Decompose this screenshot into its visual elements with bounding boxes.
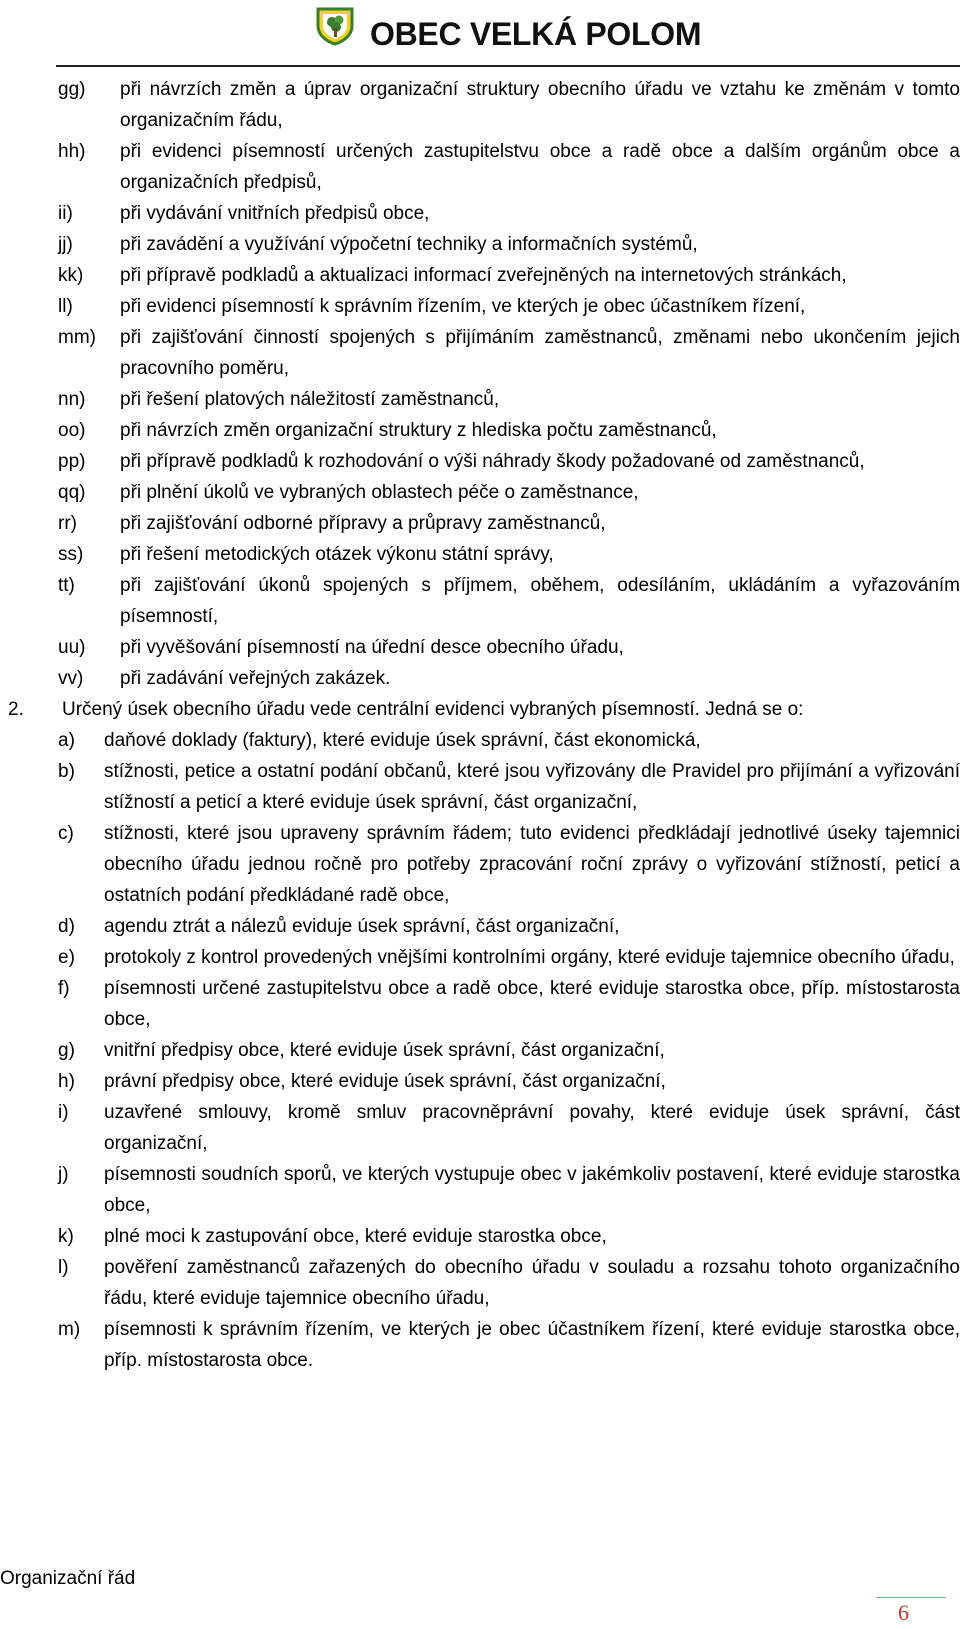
list-item-label: h)	[58, 1071, 75, 1092]
list-item	[0, 260, 960, 291]
list-item-label: m)	[58, 1319, 81, 1340]
list-item-text: písemnosti soudních sporů, ve kterých vystupuje obec v jakémkoliv postavení, které eviduje starostka obce,	[104, 1164, 960, 1216]
list-item-label: b)	[58, 761, 75, 782]
list-item-text: při evidenci písemností k správním řízením, ve kterých je obec účastníkem řízení,	[120, 296, 806, 317]
list-item-label: hh)	[58, 141, 86, 162]
list-item-text: uzavřené smlouvy, kromě smluv pracovněprávní povahy, které eviduje úsek správní, část organizační,	[104, 1102, 960, 1154]
list-item-label: nn)	[58, 389, 86, 410]
section-2	[0, 694, 960, 725]
list-item-label: rr)	[58, 513, 77, 534]
list-item	[0, 384, 960, 415]
list-item-label: a)	[58, 730, 75, 751]
list-item-label: k)	[58, 1226, 74, 1247]
list-item	[0, 322, 960, 384]
list-item	[0, 198, 960, 229]
list-item	[0, 570, 960, 632]
list-item-label: oo)	[58, 420, 86, 441]
list-item-label: c)	[58, 823, 74, 844]
list-item-label: mm)	[58, 327, 96, 348]
list-item	[0, 74, 960, 136]
list-item-text: při návrzích změn organizační struktury z hlediska počtu zaměstnanců,	[120, 420, 717, 441]
list-item-label: jj)	[58, 234, 73, 255]
page-header	[0, 0, 960, 64]
list-item	[0, 725, 960, 756]
list-item	[0, 1221, 960, 1252]
activity-list	[0, 74, 960, 694]
document-body	[0, 74, 960, 1376]
list-item	[0, 1066, 960, 1097]
list-item	[0, 446, 960, 477]
list-item-text: právní předpisy obce, které eviduje úsek správní, část organizační,	[104, 1071, 666, 1092]
list-item-text: při plnění úkolů ve vybraných oblastech péče o zaměstnance,	[120, 482, 639, 503]
list-item-text: při zajišťování činností spojených s přijímáním zaměstnanců, změnami nebo ukončením jejich pracovního poměru,	[120, 327, 960, 379]
list-item-label: kk)	[58, 265, 84, 286]
footer-divider	[876, 1597, 946, 1598]
list-item	[0, 663, 960, 694]
municipal-coat-of-arms-icon	[312, 6, 358, 46]
list-item	[0, 508, 960, 539]
list-item	[0, 539, 960, 570]
list-item-text: při zavádění a využívání výpočetní techniky a informačních systémů,	[120, 234, 698, 255]
list-item	[0, 229, 960, 260]
list-item-label: uu)	[58, 637, 86, 658]
section-text: Určený úsek obecního úřadu vede centrální evidenci vybraných písemností. Jedná se o:	[62, 699, 804, 720]
footer-document-name: Organizační řád	[0, 1568, 136, 1589]
list-item-label: g)	[58, 1040, 75, 1061]
list-item	[0, 1314, 960, 1376]
list-item	[0, 632, 960, 663]
list-item	[0, 1097, 960, 1159]
list-item-label: f)	[58, 978, 70, 999]
list-item-text: protokoly z kontrol provedených vnějšími kontrolními orgány, které eviduje tajemnice obecního úřadu,	[104, 947, 955, 968]
list-item	[0, 1252, 960, 1314]
list-item-text: při řešení metodických otázek výkonu státní správy,	[120, 544, 554, 565]
list-item-text: při přípravě podkladů k rozhodování o výši náhrady škody požadované od zaměstnanců,	[120, 451, 865, 472]
list-item-text: stížnosti, které jsou upraveny správním řádem; tuto evidenci předkládají jednotlivé úseky tajemnici obecního úřadu jednou ročně pro potřeby zpracování roční zprávy o vyřizování stížností, peticí a ostatních podání předkládané radě obce,	[104, 823, 960, 906]
list-item-label: gg)	[58, 79, 86, 100]
list-item-text: stížnosti, petice a ostatní podání občanů, které jsou vyřizovány dle Pravidel pro přijímání a vyřizování stížností a peticí a které eviduje úsek správní, část organizační,	[104, 761, 960, 813]
list-item-label: d)	[58, 916, 75, 937]
list-item-label: ss)	[58, 544, 84, 565]
records-list	[0, 725, 960, 1376]
list-item-label: ll)	[58, 296, 73, 317]
section-number: 2.	[8, 699, 24, 720]
list-item-text: při řešení platových náležitostí zaměstnanců,	[120, 389, 500, 410]
list-item-label: qq)	[58, 482, 86, 503]
list-item-text: agendu ztrát a nálezů eviduje úsek správní, část organizační,	[104, 916, 620, 937]
list-item	[0, 1159, 960, 1221]
municipality-title: OBEC VELKÁ POLOM	[370, 16, 702, 52]
list-item-text: při vydávání vnitřních předpisů obce,	[120, 203, 430, 224]
list-item-text: při zadávání veřejných zakázek.	[120, 668, 391, 689]
list-item-text: při přípravě podkladů a aktualizaci informací zveřejněných na internetových stránkách,	[120, 265, 847, 286]
list-item	[0, 291, 960, 322]
list-item-label: ii)	[58, 203, 73, 224]
list-item-label: vv)	[58, 668, 84, 689]
list-item	[0, 942, 960, 973]
list-item-text: při vyvěšování písemností na úřední desce obecního úřadu,	[120, 637, 624, 658]
list-item-label: i)	[58, 1102, 69, 1123]
list-item-text: při zajišťování odborné přípravy a průpravy zaměstnanců,	[120, 513, 606, 534]
list-item-text: písemnosti určené zastupitelstvu obce a radě obce, které eviduje starostka obce, příp. místostarosta obce,	[104, 978, 960, 1030]
list-item-text: pověření zaměstnanců zařazených do obecního úřadu v souladu a rozsahu tohoto organizačního řádu, které eviduje tajemnice obecního úřadu,	[104, 1257, 960, 1309]
list-item-text: plné moci k zastupování obce, které eviduje starostka obce,	[104, 1226, 607, 1247]
list-item-text: při návrzích změn a úprav organizační struktury obecního úřadu ve vztahu ke změnám v tomto organizačním řádu,	[120, 79, 960, 131]
list-item	[0, 756, 960, 818]
list-item-text: písemnosti k správním řízením, ve kterých je obec účastníkem řízení, které eviduje starostka obce, příp. místostarosta obce.	[104, 1319, 960, 1371]
list-item-label: e)	[58, 947, 75, 968]
list-item	[0, 136, 960, 198]
list-item	[0, 911, 960, 942]
list-item-label: j)	[58, 1164, 69, 1185]
header-divider	[56, 65, 960, 67]
list-item	[0, 973, 960, 1035]
list-item-text: při evidenci písemností určených zastupitelstvu obce a radě obce a dalším orgánům obce a organizačních předpisů,	[120, 141, 960, 193]
list-item	[0, 818, 960, 911]
page-number: 6	[898, 1600, 909, 1625]
list-item-label: tt)	[58, 575, 75, 596]
list-item	[0, 1035, 960, 1066]
list-item-text: vnitřní předpisy obce, které eviduje úsek správní, část organizační,	[104, 1040, 665, 1061]
list-item	[0, 415, 960, 446]
list-item-label: pp)	[58, 451, 86, 472]
list-item	[0, 477, 960, 508]
list-item-label: l)	[58, 1257, 69, 1278]
list-item-text: při zajišťování úkonů spojených s příjmem, oběhem, odesíláním, ukládáním a vyřazováním písemností,	[120, 575, 960, 627]
list-item-text: daňové doklady (faktury), které eviduje úsek správní, část ekonomická,	[104, 730, 701, 751]
